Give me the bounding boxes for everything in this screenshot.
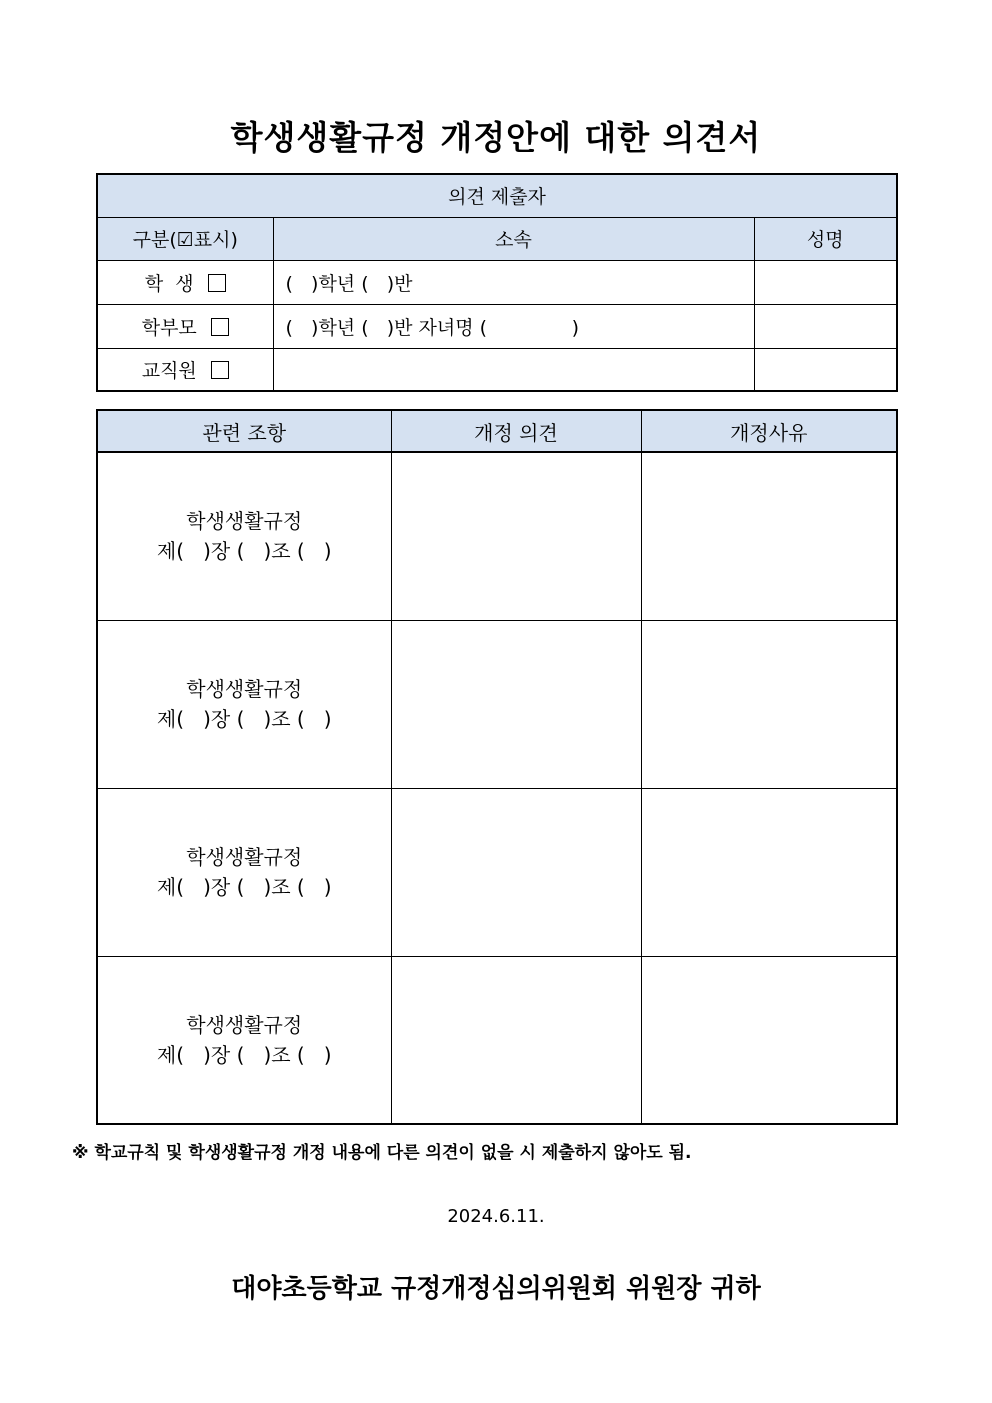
submitter-row-student — [97, 260, 897, 304]
opinion-row — [97, 452, 897, 620]
article-cell — [97, 452, 391, 620]
opinion-input[interactable] — [391, 620, 641, 788]
reason-input[interactable] — [641, 452, 897, 620]
opinion-row — [97, 620, 897, 788]
article-number: 제( )장 ( )조 ( ) — [156, 707, 332, 731]
article-title: 학생생활규정 — [186, 1012, 303, 1037]
affiliation-field[interactable]: ( )학년 ( )반 자녀명 ( ) — [273, 304, 754, 348]
document-title: 학생생활규정 개정안에 대한 의견서 — [230, 118, 762, 157]
submitter-table — [96, 173, 898, 392]
name-column-header: 성명 — [754, 217, 897, 260]
opinion-row — [97, 788, 897, 956]
article-number: 제( )장 ( )조 ( ) — [156, 539, 332, 564]
opinion-column-header: 개정 의견 — [391, 410, 641, 452]
footnote: ※ 학교규칙 및 학생생활규정 개정 내용에 다른 의견이 없을 시 제출하지 않아도 됨. — [72, 1143, 692, 1163]
category-label: 교직원 — [141, 359, 197, 382]
category-column-header: 구분(☑표시) — [97, 217, 273, 260]
category-cell — [97, 260, 273, 304]
checkbox-student[interactable] — [208, 274, 226, 292]
opinion-input[interactable] — [391, 788, 641, 956]
affiliation-field[interactable] — [273, 348, 754, 391]
opinion-input[interactable] — [391, 956, 641, 1124]
reason-column-header: 개정사유 — [641, 410, 897, 452]
checkbox-staff[interactable] — [211, 361, 229, 379]
submitter-header: 의견 제출자 — [97, 174, 897, 217]
recipient-line: 대야초등학교 규정개정심의위원회 위원장 귀하 — [231, 1274, 761, 1304]
article-cell — [97, 956, 391, 1124]
category-label: 학 생 — [144, 272, 194, 295]
article-title: 학생생활규정 — [186, 509, 303, 534]
article-title: 학생생활규정 — [186, 845, 303, 869]
submitter-row-parent — [97, 304, 897, 348]
document-date: 2024.6.11. — [447, 1206, 545, 1227]
affiliation-column-header: 소속 — [273, 217, 754, 260]
affiliation-field[interactable]: ( )학년 ( )반 — [273, 260, 754, 304]
name-field[interactable] — [754, 260, 897, 304]
name-field[interactable] — [754, 304, 897, 348]
reason-input[interactable] — [641, 956, 897, 1124]
reason-input[interactable] — [641, 620, 897, 788]
name-field[interactable] — [754, 348, 897, 391]
opinion-input[interactable] — [391, 452, 641, 620]
category-label: 학부모 — [141, 316, 197, 339]
article-number: 제( )장 ( )조 ( ) — [156, 1042, 332, 1067]
article-column-header: 관련 조항 — [97, 410, 391, 452]
checkbox-parent[interactable] — [211, 318, 229, 336]
opinions-table — [96, 409, 898, 1125]
category-cell — [97, 348, 273, 391]
category-cell — [97, 304, 273, 348]
article-title: 학생생활규정 — [186, 677, 303, 701]
submitter-row-staff — [97, 348, 897, 391]
article-cell — [97, 620, 391, 788]
opinion-row — [97, 956, 897, 1124]
article-cell — [97, 788, 391, 956]
article-number: 제( )장 ( )조 ( ) — [156, 875, 332, 899]
reason-input[interactable] — [641, 788, 897, 956]
